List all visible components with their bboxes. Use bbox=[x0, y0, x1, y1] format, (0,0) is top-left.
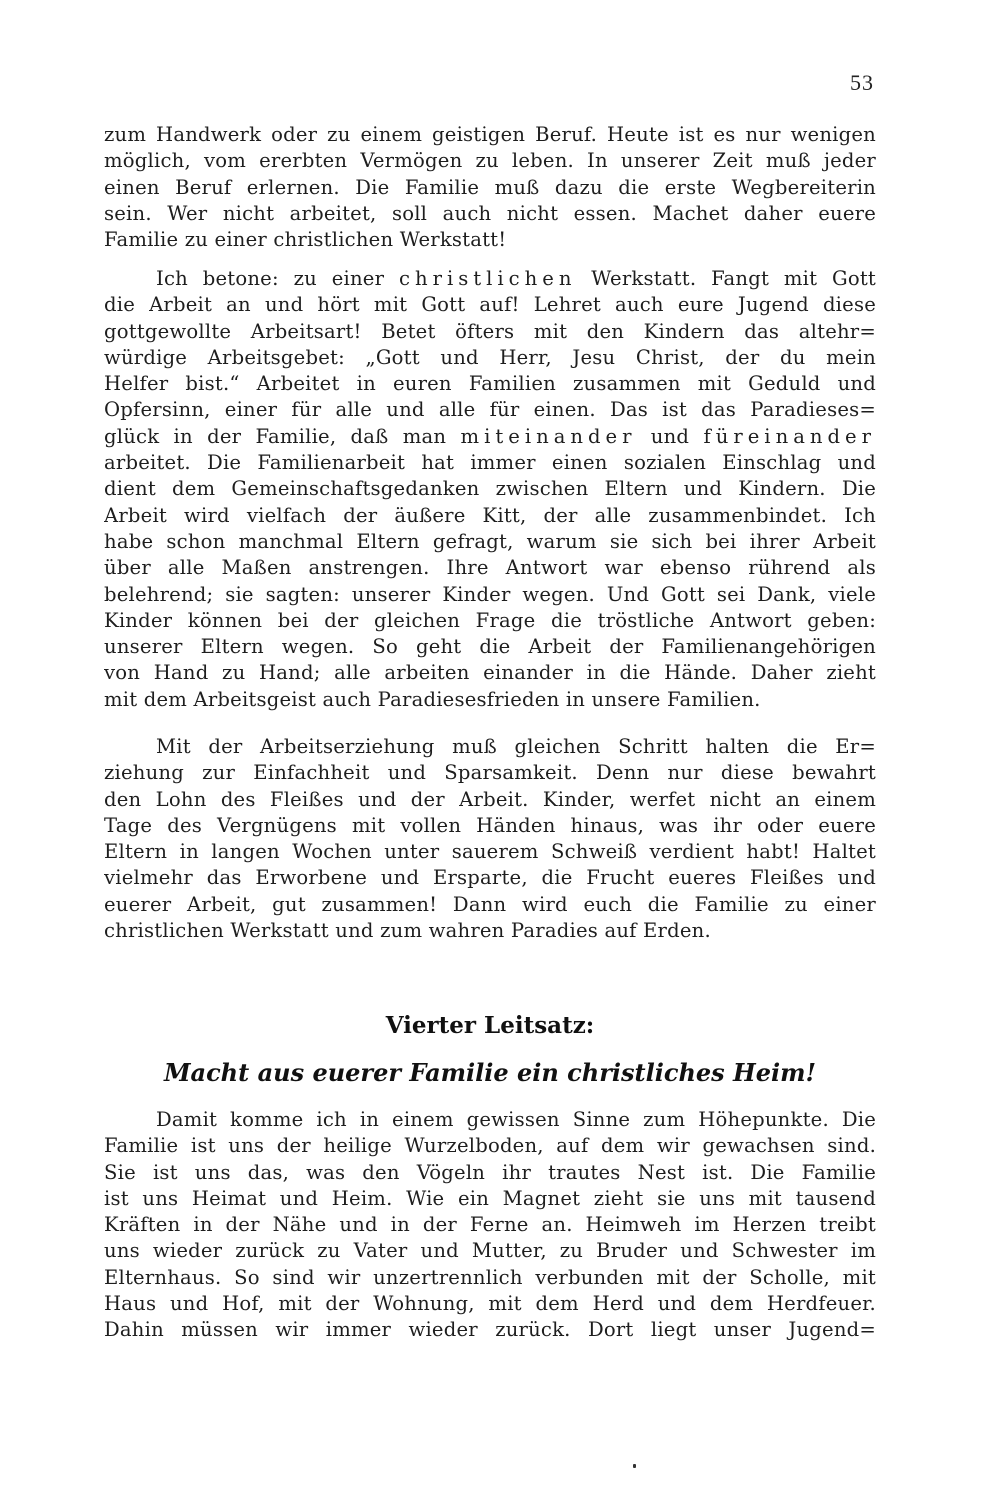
text-line: Elternhaus. So sind wir unzertrennlich verbunden mit der Scholle, mit bbox=[104, 1265, 876, 1289]
text-line: Eltern in langen Wochen unter sauerem Schweiß verdient habt! Haltet bbox=[104, 840, 876, 864]
text-line: Helfer bist.“ Arbeitet in euren Familien zusammen mit Geduld und bbox=[104, 372, 876, 396]
text-line: euerer Arbeit, gut zusammen! Dann wird euch die Familie zu einer bbox=[104, 892, 876, 916]
text-line: unserer Eltern wegen. So geht die Arbeit der Familienangehörigen bbox=[104, 635, 876, 659]
text-line: Familie ist uns der heilige Wurzelboden, auf dem wir gewachsen sind. bbox=[104, 1134, 876, 1158]
text-line: zum Handwerk oder zu einem geistigen Beruf. Heute ist es nur wenigen bbox=[104, 123, 876, 146]
text-line: Dahin müssen wir immer wieder zurück. Dort liegt unser Jugend= bbox=[104, 1318, 876, 1342]
text-line: Arbeit wird vielfach der äußere Kitt, der alle zusammenbindet. Ich bbox=[104, 503, 876, 527]
paragraph-3 bbox=[104, 734, 876, 944]
text-line: einen Beruf erlernen. Die Familie muß dazu die erste Wegbereiterin bbox=[104, 175, 876, 199]
ink-speck bbox=[633, 1464, 636, 1468]
text-line: würdige Arbeitsgebet: „Gott und Herr, Jesu Christ, der du mein bbox=[104, 345, 876, 369]
paragraph-4 bbox=[104, 1107, 876, 1344]
text-line: die Arbeit an und hört mit Gott auf! Lehret auch eure Jugend diese bbox=[104, 293, 876, 317]
text-line: Kräften in der Nähe und in der Ferne an. Heimweh im Herzen treibt bbox=[104, 1213, 876, 1237]
text-line: Sie ist uns das, was den Vögeln ihr trautes Nest ist. Die Familie bbox=[104, 1160, 876, 1184]
section-title: Vierter Leitsatz: bbox=[385, 1012, 595, 1039]
text-line: mit dem Arbeitsgeist auch Paradiesesfrieden in unsere Familien. bbox=[104, 687, 761, 711]
text-line: arbeitet. Die Familienarbeit hat immer einen sozialen Einschlag und bbox=[104, 451, 876, 475]
text-line: möglich, vom ererbten Vermögen zu leben. In unserer Zeit muß jeder bbox=[104, 149, 876, 173]
text-line: belehrend; sie sagten: unserer Kinder wegen. Und Gott sei Dank, viele bbox=[104, 582, 876, 606]
text-line: von Hand zu Hand; alle arbeiten einander in die Hände. Daher zieht bbox=[104, 661, 876, 685]
text-line: vielmehr das Erworbene und Ersparte, die Frucht eueres Fleißes und bbox=[104, 866, 876, 890]
text-line: sein. Wer nicht arbeitet, soll auch nicht essen. Machet daher euere bbox=[104, 201, 876, 225]
emphasis-text: füreinander bbox=[703, 424, 876, 448]
text-fragment: Werkstatt. Fangt mit Gott bbox=[576, 267, 876, 290]
text-line: Kinder können bei der gleichen Frage die tröstliche Antwort geben: bbox=[104, 608, 876, 632]
page-number: 53 bbox=[850, 70, 874, 95]
text-line: habe schon manchmal Eltern gefragt, warum sie sich bei ihrer Arbeit bbox=[104, 529, 876, 553]
text-line: den Lohn des Fleißes und der Arbeit. Kinder, werfet nicht an einem bbox=[104, 787, 876, 811]
emphasis-text: christlichen bbox=[398, 267, 577, 290]
text-fragment: und bbox=[636, 424, 704, 448]
paragraph-1 bbox=[104, 122, 876, 253]
text-fragment: Ich betone: zu einer bbox=[156, 267, 399, 290]
text-line: Tage des Vergnügens mit vollen Händen hinaus, was ihr oder euere bbox=[104, 813, 876, 837]
section-subtitle: Macht aus euerer Familie ein christliches Heim! bbox=[163, 1058, 817, 1087]
text-line: uns wieder zurück zu Vater und Mutter, zu Bruder und Schwester im bbox=[104, 1239, 876, 1263]
text-line: christlichen Werkstatt und zum wahren Paradies auf Erden. bbox=[104, 919, 711, 943]
emphasis-text: miteinander bbox=[460, 424, 637, 448]
text-fragment: glück in der Familie, daß man bbox=[104, 424, 461, 448]
text-line: Haus und Hof, mit der Wohnung, mit dem Herd und dem Herdfeuer. bbox=[104, 1292, 876, 1316]
text-line: Familie zu einer christlichen Werkstatt! bbox=[104, 228, 507, 252]
text-line: gottgewollte Arbeitsart! Betet öfters mit den Kindern das altehr= bbox=[104, 319, 876, 343]
text-line: über alle Maßen anstrengen. Ihre Antwort war ebenso rührend als bbox=[104, 556, 876, 580]
paragraph-2 bbox=[104, 266, 876, 713]
text-line: ziehung zur Einfachheit und Sparsamkeit. Denn nur diese bewahrt bbox=[104, 761, 876, 785]
text-line: Damit komme ich in einem gewissen Sinne zum Höhepunkte. Die bbox=[156, 1108, 876, 1131]
text-line: Mit der Arbeitserziehung muß gleichen Schritt halten die Er= bbox=[156, 735, 876, 758]
text-line: dient dem Gemeinschaftsgedanken zwischen Eltern und Kindern. Die bbox=[104, 477, 876, 501]
text-line: ist uns Heimat und Heim. Wie ein Magnet zieht sie uns mit tausend bbox=[104, 1186, 876, 1210]
text-line: Opfersinn, einer für alle und alle für einen. Das ist das Paradieses= bbox=[104, 398, 876, 422]
text-line bbox=[104, 424, 876, 450]
text-line bbox=[104, 266, 876, 292]
